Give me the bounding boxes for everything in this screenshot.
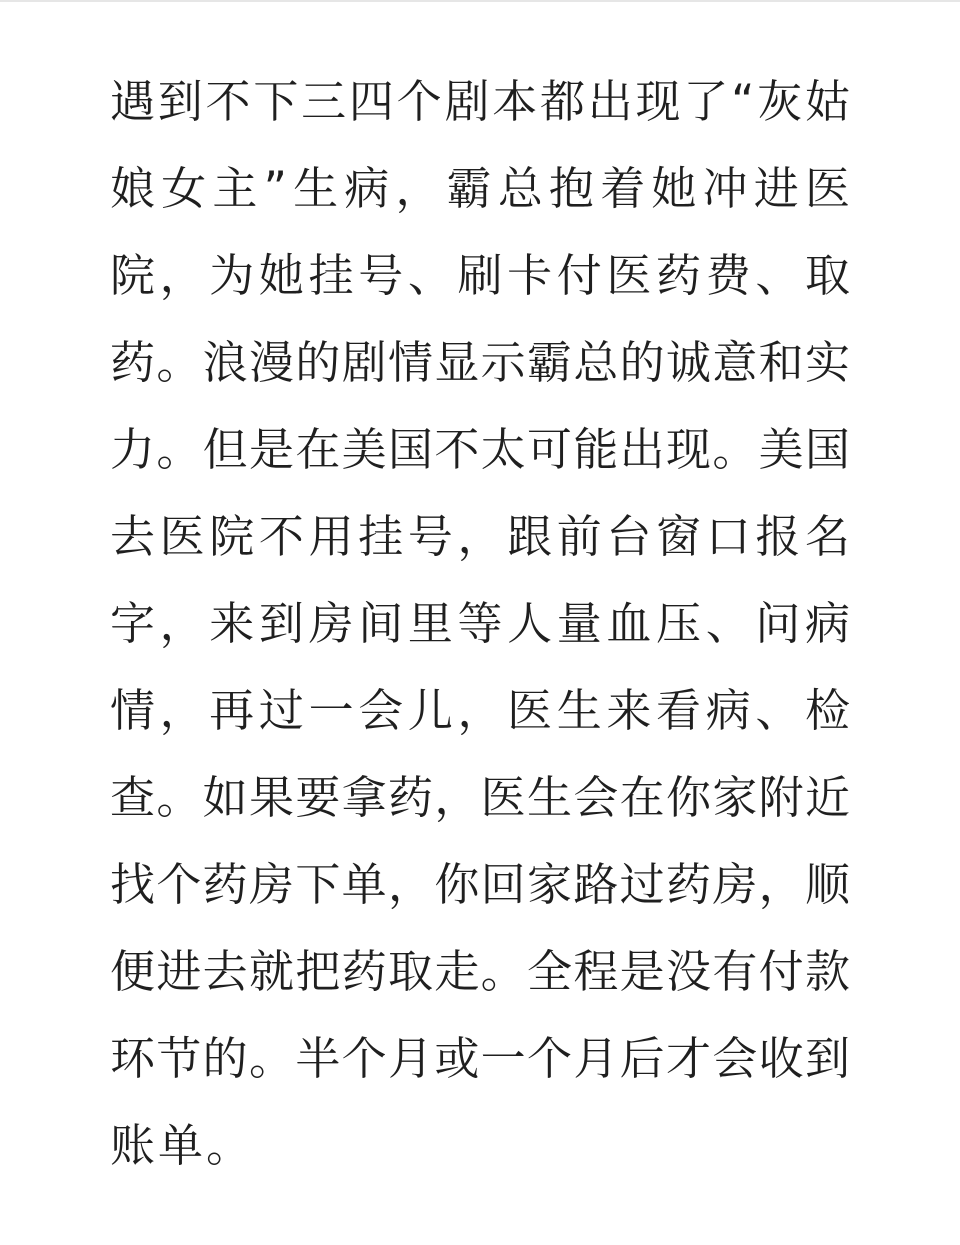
top-divider [0,0,960,2]
text-line: 去医院不用挂号，跟前台窗口报名 [110,510,850,563]
text-line: 遇到不下三四个剧本都出现了“灰姑 [110,75,850,128]
text-line: 字，来到房间里等人量血压、问病 [110,597,850,650]
text-line-last: 账单。 [110,1119,255,1172]
text-line: 力。但是在美国不太可能出现。美国 [110,423,850,476]
text-line: 找个药房下单，你回家路过药房，顺 [110,858,850,911]
text-line: 便进去就把药取走。全程是没有付款 [110,945,850,998]
text-line: 情，再过一会儿，医生来看病、检 [110,684,850,737]
text-line: 药。浪漫的剧情显示霸总的诚意和实 [110,336,850,389]
text-line: 院，为她挂号、刷卡付医药费、取 [110,249,850,302]
text-line: 环节的。半个月或一个月后才会收到 [110,1032,850,1085]
text-line: 查。如果要拿药，医生会在你家附近 [110,771,850,824]
text-line: 娘女主”生病，霸总抱着她冲进医 [110,162,850,215]
article-body [110,58,850,1189]
